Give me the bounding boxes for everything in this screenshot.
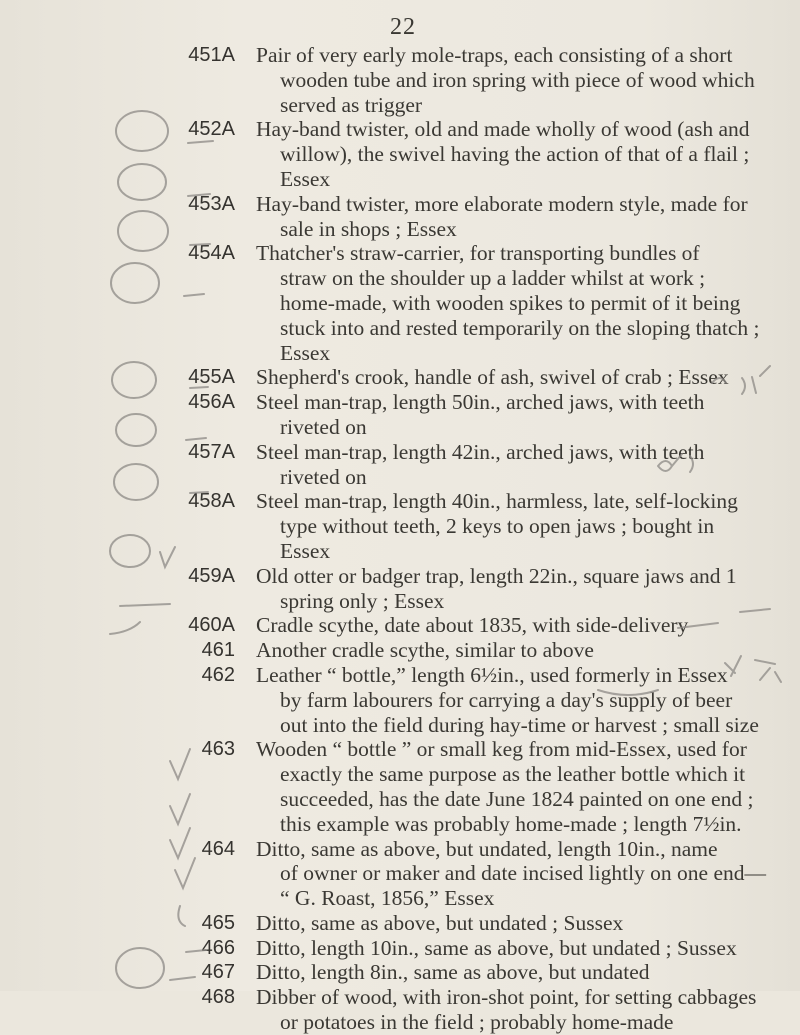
description-line: stuck into and rested temporarily on the sloping thatch ;: [280, 315, 760, 340]
lot-number: 460A: [188, 614, 235, 637]
lot-number: 466: [201, 936, 235, 959]
lot-description: [256, 365, 786, 390]
lot-number: 456A: [188, 391, 235, 414]
lot-description: [256, 489, 786, 563]
description-line: served as trigger: [280, 92, 423, 117]
description-line: “ G. Roast, 1856,” Essex: [280, 886, 495, 911]
lot-description: [256, 663, 786, 737]
lot-description: [256, 192, 786, 242]
catalogue-entry: [0, 663, 800, 737]
lot-number: 461: [201, 639, 235, 662]
catalogue-entry: [0, 613, 800, 638]
lot-number: 468: [201, 986, 235, 1009]
lot-number: 462: [201, 663, 235, 686]
description-line: straw on the shoulder up a ladder whilst at work ;: [280, 266, 706, 291]
catalogue-entry: [0, 43, 800, 117]
description-line: Hay-band twister, more elaborate modern style, made for: [256, 191, 748, 216]
lot-number: 455A: [188, 366, 235, 389]
catalogue-entry: [0, 911, 800, 936]
description-line: spring only ; Essex: [280, 588, 445, 613]
description-line: Steel man-trap, length 40in., harmless, late, self-locking: [256, 489, 738, 514]
description-line: Hay-band twister, old and made wholly of wood (ash and: [256, 117, 750, 142]
description-line: out into the field during hay-time or harvest ; small size: [280, 712, 759, 737]
catalogue-entry: [0, 837, 800, 911]
description-line: or potatoes in the field ; probably home-made: [280, 1010, 674, 1035]
lot-number: 459A: [188, 564, 235, 587]
description-line: by farm labourers for carrying a day's supply of beer: [280, 687, 733, 712]
catalogue-entry: [0, 489, 800, 563]
description-line: Essex: [280, 166, 331, 191]
description-line: Shepherd's crook, handle of ash, swivel of crab ; Essex: [256, 365, 729, 390]
lot-description: [256, 440, 786, 490]
description-line: succeeded, has the date June 1824 painted on one end ;: [280, 786, 754, 811]
lot-number: 467: [201, 961, 235, 984]
description-line: Old otter or badger trap, length 22in., square jaws and 1: [256, 563, 737, 588]
lot-number: 458A: [188, 490, 235, 513]
lot-number: 457A: [188, 440, 235, 463]
description-line: riveted on: [280, 464, 367, 489]
description-line: exactly the same purpose as the leather bottle which it: [280, 762, 746, 787]
catalogue-entry: [0, 241, 800, 365]
description-line: this example was probably home-made ; length 7½in.: [280, 811, 742, 836]
description-line: Leather “ bottle,” length 6½in., used formerly in Essex: [256, 662, 728, 687]
description-line: of owner or maker and date incised lightly on one end—: [280, 861, 766, 886]
description-line: Steel man-trap, length 50in., arched jaws, with teeth: [256, 390, 705, 415]
catalogue-entries: [0, 43, 800, 1035]
description-line: Steel man-trap, length 42in., arched jaws, with teeth: [256, 439, 705, 464]
catalogue-entry: [0, 936, 800, 961]
catalogue-entry: [0, 365, 800, 390]
description-line: Ditto, length 8in., same as above, but undated: [256, 960, 650, 985]
lot-description: [256, 837, 786, 911]
description-line: Ditto, same as above, but undated, length 10in., name: [256, 836, 718, 861]
lot-description: [256, 564, 786, 614]
lot-description: [256, 638, 786, 663]
description-line: Ditto, length 10in., same as above, but undated ; Sussex: [256, 935, 737, 960]
lot-number: 453A: [188, 192, 235, 215]
catalogue-entry: [0, 737, 800, 836]
lot-description: [256, 613, 786, 638]
description-line: Pair of very early mole-traps, each consisting of a short: [256, 43, 733, 67]
lot-number: 465: [201, 911, 235, 934]
catalogue-entry: [0, 564, 800, 614]
description-line: Thatcher's straw-carrier, for transporting bundles of: [256, 241, 700, 266]
lot-number: 463: [201, 738, 235, 761]
lot-description: [256, 936, 786, 961]
lot-description: [256, 43, 786, 117]
catalogue-entry: [0, 192, 800, 242]
description-line: sale in shops ; Essex: [280, 216, 457, 241]
lot-description: [256, 737, 786, 836]
lot-description: [256, 985, 786, 1035]
lot-number: 451A: [188, 44, 235, 66]
description-line: Dibber of wood, with iron-shot point, for setting cabbages: [256, 985, 757, 1010]
description-line: Ditto, same as above, but undated ; Sussex: [256, 910, 624, 935]
lot-number: 452A: [188, 118, 235, 141]
lot-number: 454A: [188, 242, 235, 265]
page-number: 22: [390, 14, 416, 40]
lot-number: 464: [201, 837, 235, 860]
lot-description: [256, 241, 786, 365]
lot-description: [256, 960, 786, 985]
description-line: Essex: [280, 340, 331, 365]
description-line: type without teeth, 2 keys to open jaws ; bought in: [280, 514, 715, 539]
lot-description: [256, 390, 786, 440]
description-line: home-made, with wooden spikes to permit of it being: [280, 290, 741, 315]
description-line: Essex: [280, 538, 331, 563]
catalogue-entry: [0, 638, 800, 663]
catalogue-entry: [0, 960, 800, 985]
description-line: Cradle scythe, date about 1835, with side-delivery: [256, 613, 689, 638]
catalogue-entry: [0, 390, 800, 440]
catalogue-entry: [0, 440, 800, 490]
lot-description: [256, 117, 786, 191]
lot-description: [256, 911, 786, 936]
description-line: Another cradle scythe, similar to above: [256, 638, 594, 663]
description-line: wooden tube and iron spring with piece of wood which: [280, 67, 755, 92]
description-line: Wooden “ bottle ” or small keg from mid-Essex, used for: [256, 737, 747, 762]
description-line: riveted on: [280, 414, 367, 439]
catalogue-entry: [0, 985, 800, 1035]
catalogue-entry: [0, 117, 800, 191]
description-line: willow), the swivel having the action of that of a flail ;: [280, 142, 750, 167]
